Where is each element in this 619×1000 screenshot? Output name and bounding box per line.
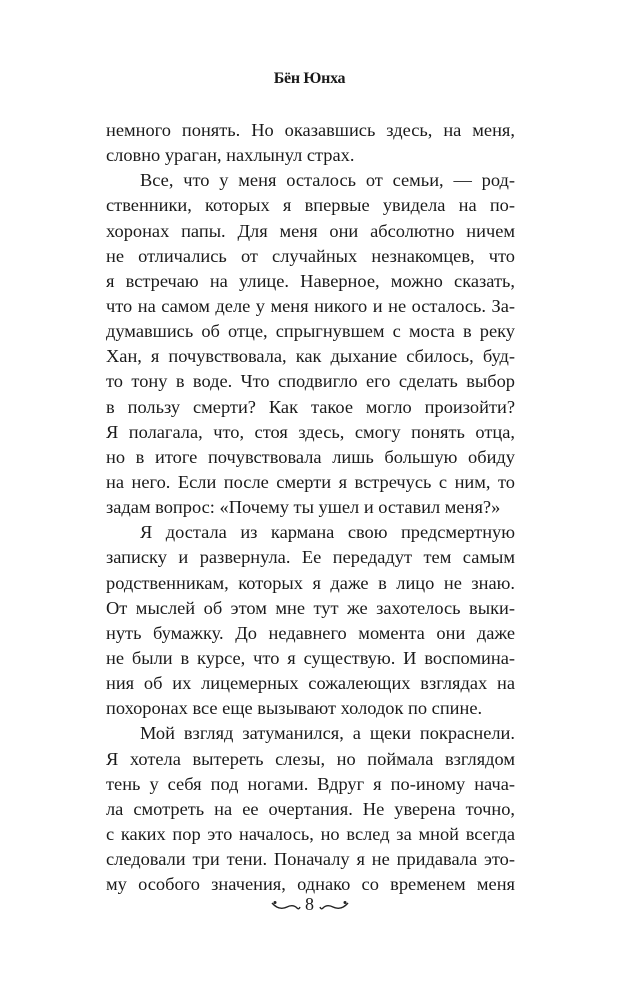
text-line: От мыслей об этом мне тут же захотелось выки-: [106, 597, 515, 618]
text-line: му особого значения, однако со временем меня: [106, 874, 515, 895]
text-line: немного понять. Но оказавшись здесь, на меня,: [106, 120, 515, 140]
text-line: я встречаю на улице. Наверное, можно сказать,: [106, 270, 515, 291]
text-line: в пользу смерти? Как такое могло произойти?: [106, 396, 515, 417]
text-line: что на самом деле у меня никого и не осталось. За-: [106, 295, 515, 316]
text-line: тень у себя под ногами. Вдруг я по-иному нача-: [106, 773, 515, 794]
text-line: задам вопрос: «Почему ты ушел и оставил меня?»: [106, 497, 501, 518]
text-line: Все, что у меня осталось от семьи, — род-: [140, 170, 515, 191]
text-line: Я достала из кармана свою предсмертную: [140, 522, 515, 543]
text-line: не отличались от случайных незнакомцев, что: [106, 245, 515, 266]
right-ornament-icon: [319, 899, 349, 913]
text-line: Мой взгляд затуманился, а щеки покраснели.: [140, 723, 515, 744]
text-line: следовали три тени. Поначалу я не придавала это-: [106, 849, 515, 870]
text-line: на него. Если после смерти я встречусь с ним, то: [106, 471, 515, 492]
text-line: хоронах папы. Для меня они абсолютно ничем: [106, 220, 515, 241]
text-line: записку и развернула. Ее передадут тем самым: [106, 547, 515, 568]
text-line: ла смотреть на ее очертания. Не уверена точно,: [106, 798, 515, 819]
running-header: Бён Юнха: [273, 70, 346, 87]
left-ornament-icon: [271, 899, 301, 913]
text-line: Хан, я почувствовала, как дыхание сбилось, буд-: [106, 346, 515, 367]
page-number: 8: [305, 894, 314, 914]
text-line: с каких пор это началось, но вслед за мной всегда: [106, 823, 515, 844]
text-line: Я полагала, что, стоя здесь, смогу понять отца,: [106, 421, 515, 442]
text-line: не были в курсе, что я существую. И воспомина-: [106, 647, 515, 668]
text-line: словно ураган, нахлынул страх.: [106, 145, 355, 166]
text-line: Я хотела вытереть слезы, но поймала взглядом: [106, 748, 515, 769]
text-line: ния об их лицемерных сожалеющих взглядах на: [106, 673, 515, 694]
text-line: нуть бумажку. До недавнего момента они даже: [106, 622, 515, 643]
text-line: но в итоге почувствовала лишь большую обиду: [106, 446, 515, 467]
page-footer: [0, 894, 619, 915]
text-line: то тону в воде. Что сподвигло его сделать выбор: [106, 371, 515, 392]
text-line: думавшись об отце, спрыгнувшем с моста в реку: [106, 321, 515, 342]
text-line: похоронах все еще вызывают холодок по спине.: [106, 698, 483, 719]
text-line: родственникам, которых я даже в лицо не знаю.: [106, 572, 515, 593]
text-line: ственники, которых я впервые увидела на по-: [106, 195, 515, 216]
page-body: [106, 118, 515, 897]
